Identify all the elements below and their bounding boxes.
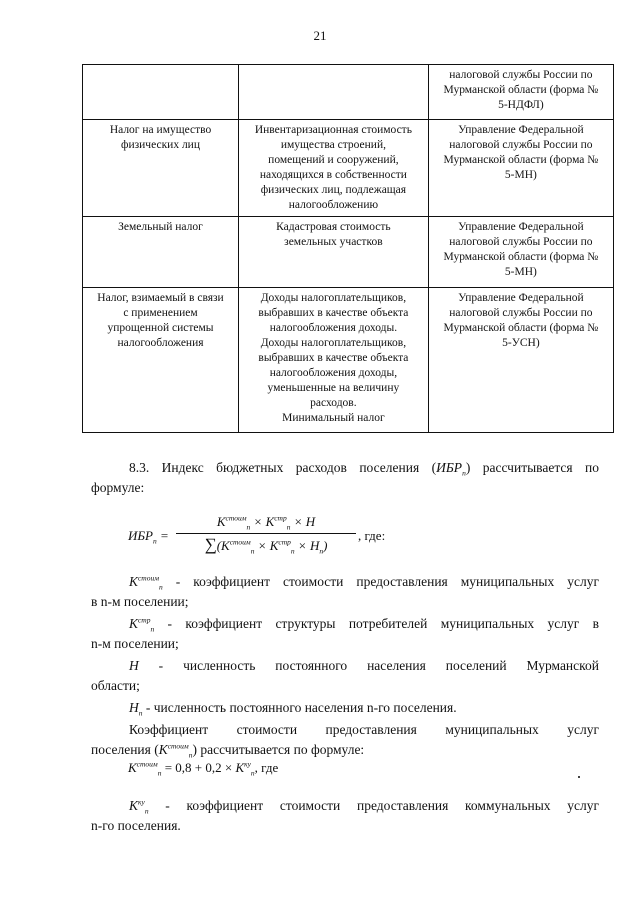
table-cell-source: Управление Федеральной налоговой службы России по Мурманской области (форма № 5-МН) xyxy=(428,120,613,217)
def-h-line1: Н - численность постоянного населения поселений Мурманской xyxy=(129,658,599,673)
def-kstoim-line2: в n-м поселении; xyxy=(91,594,189,609)
def-ku-line2: n-го поселения. xyxy=(91,818,181,833)
definitions xyxy=(91,572,599,760)
def-h-line2: области; xyxy=(91,678,140,693)
def-kstoim-line1: $К^{стоим}_п$ - коэффициент стоимости предоставления муниципальных услуг xyxy=(129,573,599,592)
formula-ibr-where: , где: xyxy=(358,528,386,543)
table-row xyxy=(83,217,614,288)
formula-ibr-lhs: $ИБР_п$ = xyxy=(128,528,169,546)
scan-speck xyxy=(578,776,580,778)
tax-sources-table xyxy=(82,64,614,433)
table-cell-tax: Налог, взимаемый в связи с применением упрощенной системы налогообложения xyxy=(83,288,239,433)
table-cell-base: Инвентаризационная стоимость имущества строений, помещений и сооружений, находящихся в собственности физических лиц, подлежащая налогообложению xyxy=(239,120,429,217)
formula-ibr-denominator: $\sum(К^{стоим}_п \times К^{стр}_п \times Н_п)$ xyxy=(204,535,328,556)
paragraph-koef-line2: поселения $(К^{стоим}_п)$ рассчитывается по формуле: xyxy=(91,741,365,760)
paragraph-8-3 xyxy=(91,458,599,498)
formula-ibr-fraction xyxy=(176,514,356,557)
formula-ibr-numerator: $К^{стоим}_п \times К^{стр}_п \times Н$ xyxy=(216,513,316,532)
def-hn: $Н_п$ - численность постоянного населения n-го поселения. xyxy=(129,700,457,718)
paragraph-8-3-line2: формуле: xyxy=(91,480,145,495)
table-cell-source: налоговой службы России по Мурманской области (форма № 5-НДФЛ) xyxy=(428,65,613,120)
table-cell-base: Кадастровая стоимость земельных участков xyxy=(239,217,429,288)
fraction-bar xyxy=(176,533,356,534)
def-kstr-line1: $К^{стр}_п$ - коэффициент структуры потребителей муниципальных услуг в xyxy=(129,615,599,634)
paragraph-8-3-line1: 8.3. Индекс бюджетных расходов поселения $(ИБР_п)$ рассчитывается по xyxy=(129,460,599,478)
table-cell-source: Управление Федеральной налоговой службы России по Мурманской области (форма № 5-УСН) xyxy=(428,288,613,433)
formula-kstoim: $К^{стоим}_п = 0,8 + 0,2 \times К^{ку}_п$, где xyxy=(128,759,279,778)
def-kstr-line2: n-м поселении; xyxy=(91,636,179,651)
table-cell-tax: Земельный налог xyxy=(83,217,239,288)
table-cell-base: Доходы налогоплательщиков, выбравших в качестве объекта налогообложения доходы. Доходы налогоплательщиков, выбравших в качестве объекта налогообложения доходы, уменьшенные на величину расходов. Минимальный налог xyxy=(239,288,429,433)
def-ku-line1: $К^{ку}_п$ - коэффициент стоимости предоставления коммунальных услуг xyxy=(129,797,599,816)
paragraph-koef-line1: Коэффициент стоимости предоставления муниципальных услуг xyxy=(129,722,599,737)
table-row xyxy=(83,288,614,433)
table-row xyxy=(83,120,614,217)
page-number: 21 xyxy=(313,28,327,43)
table-cell-tax xyxy=(83,65,239,120)
table-cell-base xyxy=(239,65,429,120)
table-cell-source: Управление Федеральной налоговой службы России по Мурманской области (форма № 5-МН) xyxy=(428,217,613,288)
def-ku xyxy=(91,796,599,836)
table-cell-tax: Налог на имущество физических лиц xyxy=(83,120,239,217)
table-row xyxy=(83,65,614,120)
